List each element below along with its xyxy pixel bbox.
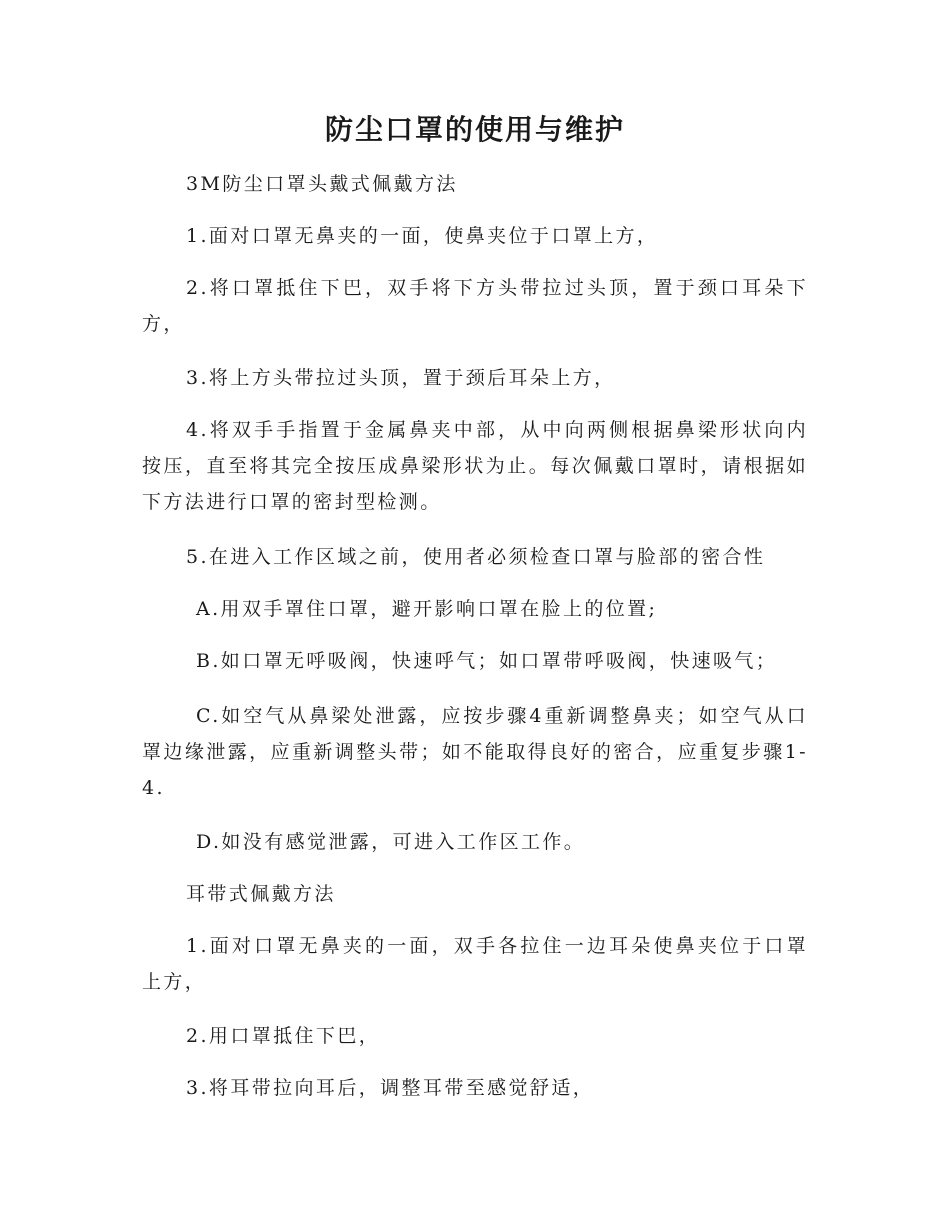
paragraph-step-2: 2.将口罩抵住下巴，双手将下方头带拉过头顶，置于颈口耳朵下方， [142,277,808,335]
section-heading-headband: 3M防尘口罩头戴式佩戴方法 [186,173,458,195]
paragraph-step-5: 5.在进入工作区域之前，使用者必须检查口罩与脸部的密合性 [186,546,766,568]
paragraph-earloop-step-1: 1.面对口罩无鼻夹的一面，双手各拉住一边耳朵使鼻夹位于口罩上方， [142,935,808,993]
paragraph-earloop-step-3: 3.将耳带拉向耳后，调整耳带至感觉舒适， [186,1077,595,1099]
section-heading-earloop: 耳带式佩戴方法 [186,883,336,905]
document-title: 防尘口罩的使用与维护 [324,113,625,146]
paragraph-check-a: A.用双手罩住口罩，避开影响口罩在脸上的位置; [196,598,658,620]
paragraph-check-b: B.如口罩无呼吸阀，快速呼气；如口罩带呼吸阀，快速吸气； [196,650,778,672]
paragraph-step-1: 1.面对口罩无鼻夹的一面，使鼻夹位于口罩上方， [186,225,659,247]
paragraph-earloop-step-2: 2.用口罩抵住下巴， [186,1025,381,1047]
paragraph-step-4: 4.将双手手指置于金属鼻夹中部，从中向两侧根据鼻梁形状向内按压，直至将其完全按压成鼻梁形状为止。每次佩戴口罩时，请根据如下方法进行口罩的密封型检测。 [142,419,808,513]
paragraph-check-c: C.如空气从鼻梁处泄露，应按步骤4重新调整鼻夹；如空气从口罩边缘泄露，应重新调整头带；如不能取得良好的密合，应重复步骤1-4. [142,705,808,799]
paragraph-check-d: D.如没有感觉泄露，可进入工作区工作。 [196,831,586,853]
paragraph-step-3: 3.将上方头带拉过头顶，置于颈后耳朵上方， [186,367,616,389]
